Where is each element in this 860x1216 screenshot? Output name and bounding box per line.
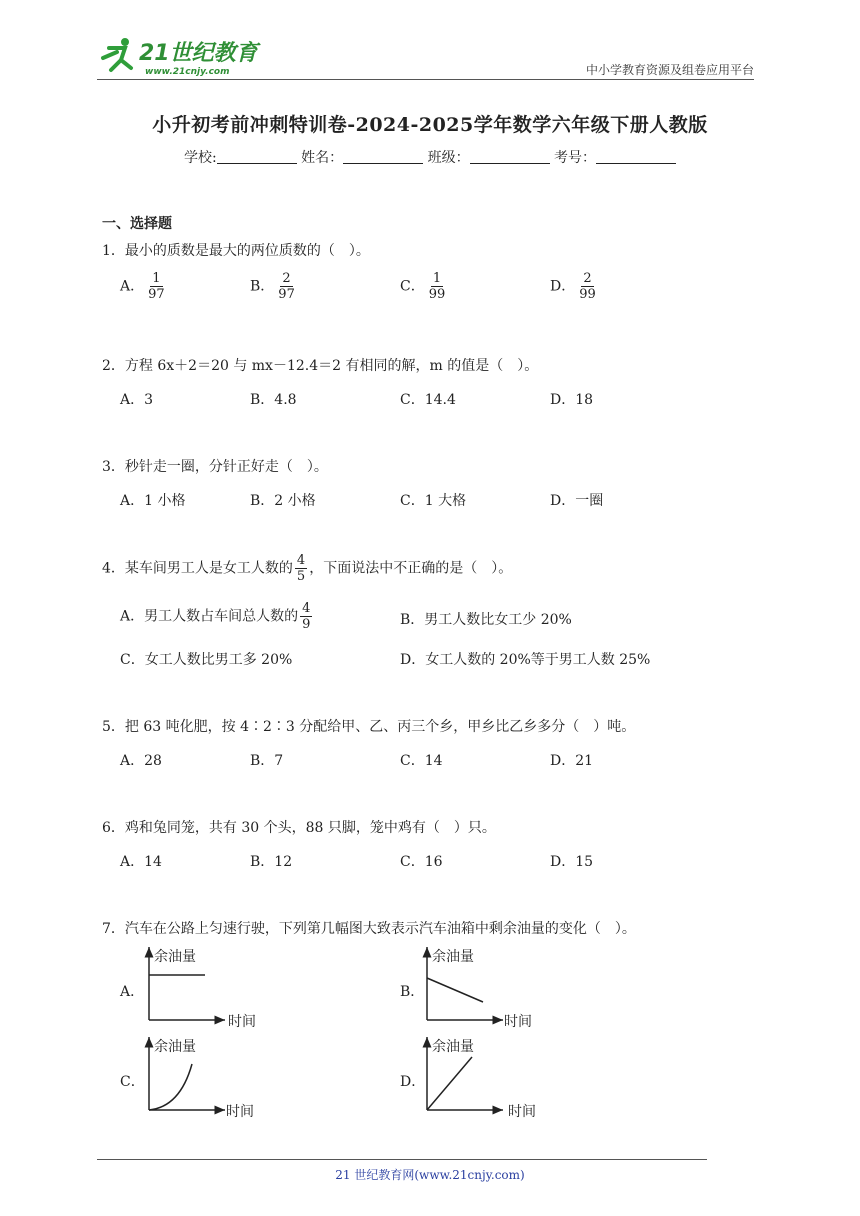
q3-option-a[interactable]: A．1 小格: [120, 493, 186, 509]
name-blank[interactable]: [343, 149, 423, 164]
y-axis-label: 余油量: [154, 1039, 196, 1055]
q4-option-a[interactable]: A．男工人数占车间总人数的 $\frac{4}{9}$: [120, 601, 311, 632]
question-3: 3．秒针走一圈，分针正好走（ ）。: [102, 459, 328, 475]
q6-option-a[interactable]: A．14: [120, 854, 162, 870]
exam-no-label: 考号：: [554, 150, 597, 166]
school-label: 学校:: [183, 150, 217, 166]
school-blank[interactable]: [217, 149, 297, 164]
q1-option-d[interactable]: D． $\frac{2}{99}$: [550, 271, 596, 302]
q4-option-c[interactable]: C．女工人数比男工多 20%: [120, 652, 293, 668]
y-axis-label: 余油量: [432, 949, 474, 965]
header-divider: [97, 79, 754, 80]
logo-url: www.21cnjy.com: [145, 67, 230, 77]
exam-no-blank[interactable]: [596, 149, 676, 164]
logo-text: 21世纪教育: [139, 41, 258, 66]
fuel-line: [427, 978, 483, 1002]
site-logo: [95, 34, 265, 78]
q5-option-b[interactable]: B．7: [250, 753, 284, 769]
question-7: 7．汽车在公路上匀速行驶，下列第几幅图大致表示汽车油箱中剩余油量的变化（ ）。: [102, 921, 636, 937]
q2-option-d[interactable]: D．18: [550, 392, 594, 408]
question-6: 6．鸡和兔同笼，共有 30 个头，88 只脚，笼中鸡有（ ）只。: [102, 820, 496, 836]
q2-option-b[interactable]: B．4.8: [250, 392, 297, 408]
q1-option-a[interactable]: A． $\frac{1}{97}$: [120, 271, 165, 302]
q2-option-c[interactable]: C．14.4: [400, 392, 456, 408]
name-label: 姓名：: [301, 150, 344, 166]
q3-option-b[interactable]: B．2 小格: [250, 493, 316, 509]
q7-option-a[interactable]: A．: [120, 984, 145, 1000]
question-5: 5．把 63 吨化肥，按 4∶2∶3 分配给甲、乙、丙三个乡，甲乡比乙乡多分（ ）吨。: [102, 719, 636, 735]
q1-option-c[interactable]: C． $\frac{1}{99}$: [400, 271, 446, 302]
footer-link[interactable]: 21 世纪教育网(www.21cnjy.com): [335, 1168, 525, 1182]
x-axis-label: 时间: [504, 1014, 532, 1030]
q4-option-b[interactable]: B．男工人数比女工少 20%: [400, 612, 572, 628]
q6-option-c[interactable]: C．16: [400, 854, 443, 870]
question-1: 1．最小的质数是最大的两位质数的（ ）。: [102, 243, 370, 259]
q5-option-c[interactable]: C．14: [400, 753, 443, 769]
q7-option-c[interactable]: C．: [120, 1074, 145, 1090]
x-axis-label: 时间: [226, 1104, 254, 1120]
q5-option-d[interactable]: D．21: [550, 753, 594, 769]
q4-fraction: $\frac{4}{5}$: [296, 553, 306, 584]
q7-option-b[interactable]: B．: [400, 984, 425, 1000]
q5-option-a[interactable]: A．28: [120, 753, 162, 769]
q7-graph-c[interactable]: [140, 1032, 270, 1122]
q7-graph-b[interactable]: [418, 942, 548, 1032]
q7-graph-a[interactable]: [140, 942, 270, 1032]
q6-option-d[interactable]: D．15: [550, 854, 594, 870]
fuel-line: [427, 1057, 472, 1110]
q1-option-b[interactable]: B． $\frac{2}{97}$: [250, 271, 295, 302]
student-info: [0, 147, 860, 167]
q7-graph-d[interactable]: [418, 1032, 548, 1122]
q3-option-c[interactable]: C．1 大格: [400, 493, 467, 509]
q3-option-d[interactable]: D．一圈: [550, 493, 604, 509]
footer-divider: [97, 1159, 707, 1160]
platform-name: 中小学教育资源及组卷应用平台: [585, 63, 754, 77]
q4-option-d[interactable]: D．女工人数的 20%等于男工人数 25%: [400, 652, 651, 668]
fuel-curve: [149, 1064, 192, 1110]
q6-option-b[interactable]: B．12: [250, 854, 293, 870]
y-axis-label: 余油量: [154, 949, 196, 965]
runner-icon: [103, 38, 131, 70]
question-4: 4．某车间男工人是女工人数的 $\frac{4}{5}$ ，下面说法中不正确的是（ ）。: [102, 553, 513, 584]
x-axis-label: 时间: [228, 1014, 256, 1030]
exam-title: 小升初考前冲刺特训卷-2024-2025学年数学六年级下册人教版: [152, 114, 708, 136]
section-heading: 一、选择题: [102, 216, 172, 232]
class-blank[interactable]: [470, 149, 550, 164]
question-2: 2．方程 6x＋2＝20 与 mx－12.4＝2 有相同的解，m 的值是（ ）。: [102, 358, 539, 374]
class-label: 班级：: [427, 150, 470, 166]
x-axis-label: 时间: [508, 1104, 536, 1120]
q2-option-a[interactable]: A．3: [120, 392, 154, 408]
y-axis-label: 余油量: [432, 1039, 474, 1055]
q7-option-d[interactable]: D．: [400, 1074, 426, 1090]
